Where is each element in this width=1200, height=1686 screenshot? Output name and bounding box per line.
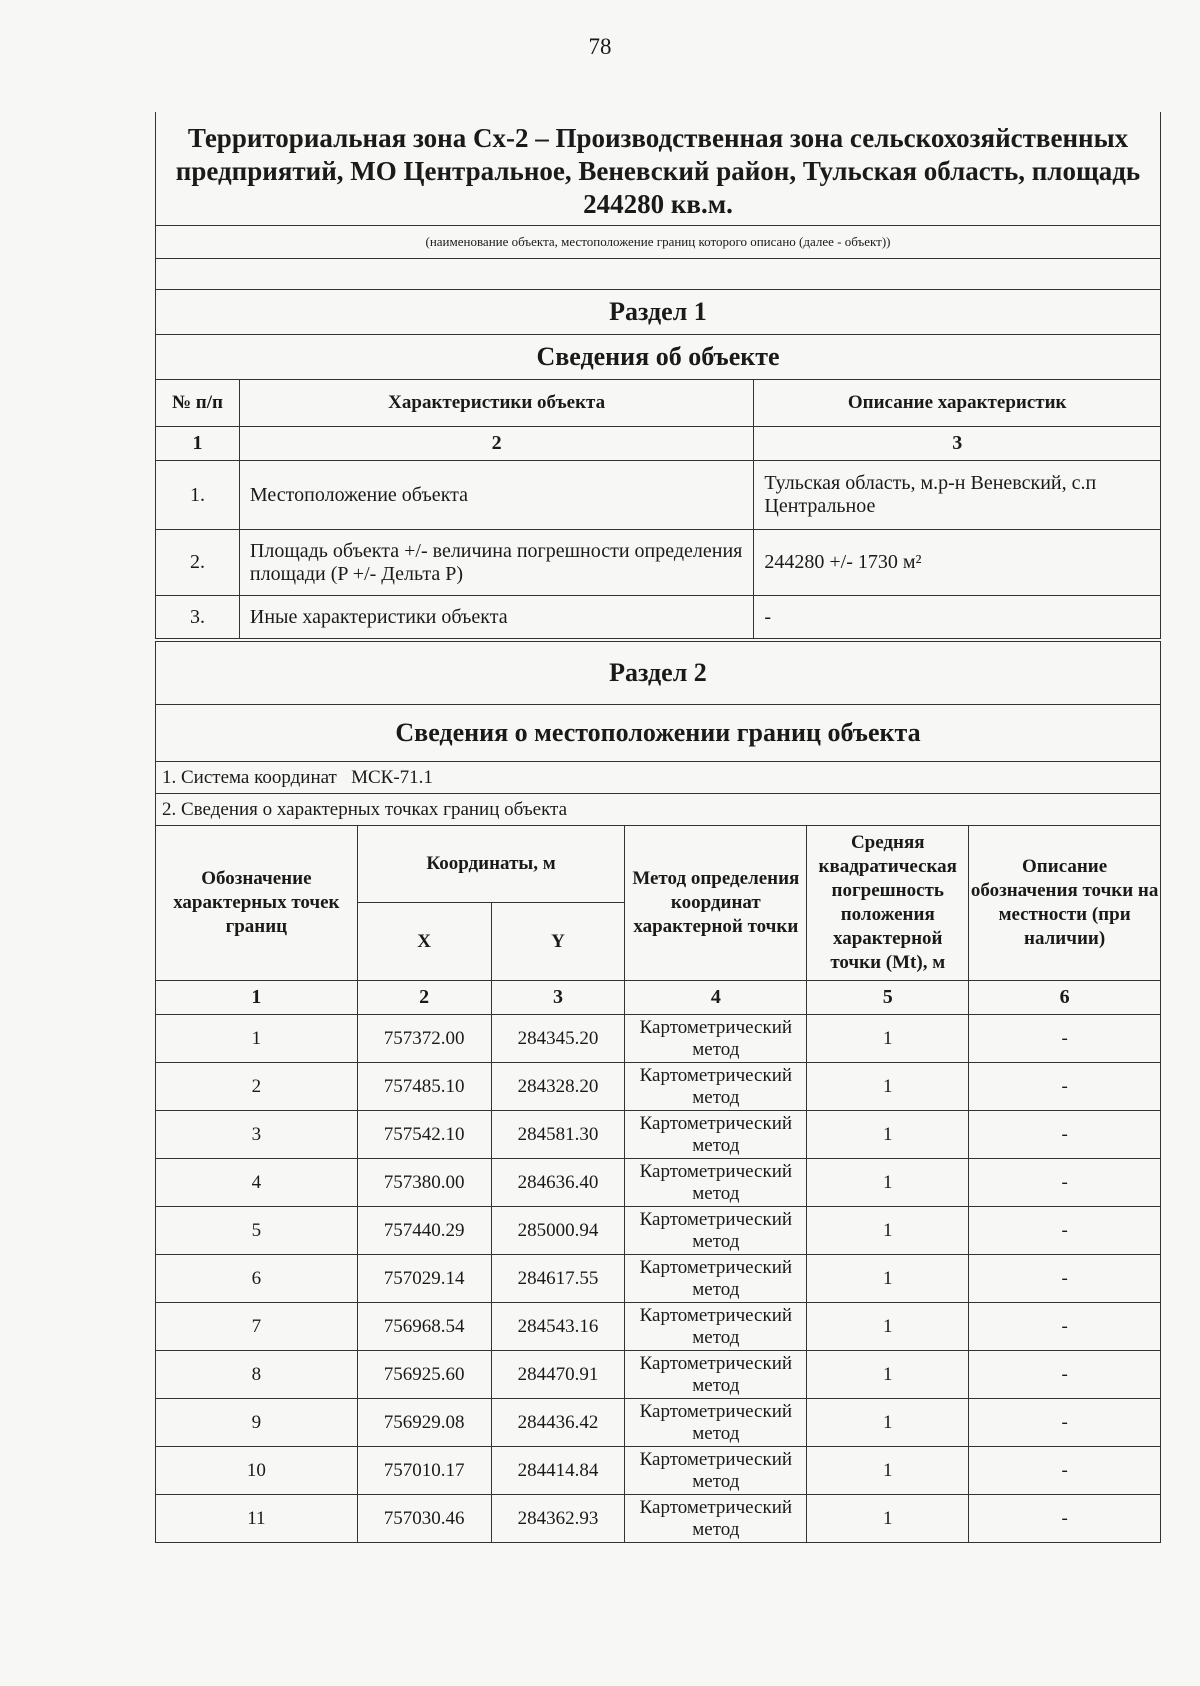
method-cell: Картометрический метод bbox=[625, 1255, 807, 1303]
y-coordinate-cell: 284636.40 bbox=[491, 1159, 625, 1207]
characteristic-cell: Иные характеристики объекта bbox=[239, 596, 753, 639]
precision-cell: 1 bbox=[807, 1447, 969, 1495]
x-coordinate-cell: 757372.00 bbox=[357, 1015, 491, 1063]
method-cell: Картометрический метод bbox=[625, 1063, 807, 1111]
point-row bbox=[156, 1399, 1161, 1447]
point-description-cell: - bbox=[969, 1447, 1161, 1495]
x-coordinate-cell: 757485.10 bbox=[357, 1063, 491, 1111]
method-cell: Картометрический метод bbox=[625, 1015, 807, 1063]
x-coordinate-cell: 757440.29 bbox=[357, 1207, 491, 1255]
column-number: 5 bbox=[807, 981, 969, 1015]
column-number: 4 bbox=[625, 981, 807, 1015]
precision-cell: 1 bbox=[807, 1015, 969, 1063]
object-caption: (наименование объекта, местоположение границ которого описано (далее - объект)) bbox=[156, 226, 1161, 259]
point-number-cell: 9 bbox=[156, 1399, 358, 1447]
point-number-cell: 1 bbox=[156, 1015, 358, 1063]
header-y: Y bbox=[491, 903, 625, 981]
header-characteristics: Характеристики объекта bbox=[239, 380, 753, 427]
point-description-cell: - bbox=[969, 1207, 1161, 1255]
precision-cell: 1 bbox=[807, 1111, 969, 1159]
column-number: 2 bbox=[239, 427, 753, 461]
point-row bbox=[156, 1159, 1161, 1207]
precision-cell: 1 bbox=[807, 1399, 969, 1447]
point-number-cell: 7 bbox=[156, 1303, 358, 1351]
section2-subtitle: Сведения о местоположении границ объекта bbox=[156, 705, 1161, 762]
point-number-cell: 11 bbox=[156, 1495, 358, 1543]
row-number: 2. bbox=[156, 530, 240, 596]
point-number-cell: 3 bbox=[156, 1111, 358, 1159]
method-cell: Картометрический метод bbox=[625, 1303, 807, 1351]
table-row bbox=[156, 596, 1161, 639]
y-coordinate-cell: 285000.94 bbox=[491, 1207, 625, 1255]
table-row bbox=[156, 461, 1161, 530]
x-coordinate-cell: 756925.60 bbox=[357, 1351, 491, 1399]
header-designation: Обозначение характерных точек границ bbox=[156, 826, 358, 981]
column-number: 1 bbox=[156, 427, 240, 461]
header-x: X bbox=[357, 903, 491, 981]
point-description-cell: - bbox=[969, 1351, 1161, 1399]
method-cell: Картометрический метод bbox=[625, 1159, 807, 1207]
description-cell: - bbox=[754, 596, 1161, 639]
section1-subtitle: Сведения об объекте bbox=[156, 335, 1161, 380]
spacer-row bbox=[156, 259, 1161, 290]
description-cell: Тульская область, м.р-н Веневский, с.п Центральное bbox=[754, 461, 1161, 530]
points-label: 2. Сведения о характерных точках границ объекта bbox=[156, 794, 1161, 826]
method-cell: Картометрический метод bbox=[625, 1495, 807, 1543]
point-row bbox=[156, 1495, 1161, 1543]
point-number-cell: 10 bbox=[156, 1447, 358, 1495]
header-coordinates: Координаты, м bbox=[357, 826, 625, 903]
point-description-cell: - bbox=[969, 1063, 1161, 1111]
table-row bbox=[156, 530, 1161, 596]
precision-cell: 1 bbox=[807, 1255, 969, 1303]
x-coordinate-cell: 757030.46 bbox=[357, 1495, 491, 1543]
method-cell: Картометрический метод bbox=[625, 1399, 807, 1447]
header-precision: Средняя квадратическая погрешность положения характерной точки (Mt), м bbox=[807, 826, 969, 981]
section2-title: Раздел 2 bbox=[156, 642, 1161, 705]
point-row bbox=[156, 1015, 1161, 1063]
section1-title: Раздел 1 bbox=[156, 290, 1161, 335]
column-number: 2 bbox=[357, 981, 491, 1015]
x-coordinate-cell: 757380.00 bbox=[357, 1159, 491, 1207]
coordinate-system-value: МСК-71.1 bbox=[351, 766, 433, 788]
point-description-cell: - bbox=[969, 1303, 1161, 1351]
point-number-cell: 8 bbox=[156, 1351, 358, 1399]
y-coordinate-cell: 284617.55 bbox=[491, 1255, 625, 1303]
description-cell: 244280 +/- 1730 м² bbox=[754, 530, 1161, 596]
characteristic-cell: Площадь объекта +/- величина погрешности определения площади (P +/- Дельта P) bbox=[239, 530, 753, 596]
row-number: 3. bbox=[156, 596, 240, 639]
point-description-cell: - bbox=[969, 1399, 1161, 1447]
point-description-cell: - bbox=[969, 1015, 1161, 1063]
coordinate-system bbox=[156, 762, 1161, 794]
column-number: 3 bbox=[491, 981, 625, 1015]
point-description-cell: - bbox=[969, 1111, 1161, 1159]
precision-cell: 1 bbox=[807, 1207, 969, 1255]
column-number: 3 bbox=[754, 427, 1161, 461]
column-number: 6 bbox=[969, 981, 1161, 1015]
header-point-description: Описание обозначения точки на местности (при наличии) bbox=[969, 826, 1161, 981]
y-coordinate-cell: 284581.30 bbox=[491, 1111, 625, 1159]
point-description-cell: - bbox=[969, 1159, 1161, 1207]
method-cell: Картометрический метод bbox=[625, 1207, 807, 1255]
y-coordinate-cell: 284470.91 bbox=[491, 1351, 625, 1399]
header-description: Описание характеристик bbox=[754, 380, 1161, 427]
point-number-cell: 6 bbox=[156, 1255, 358, 1303]
point-row bbox=[156, 1447, 1161, 1495]
method-cell: Картометрический метод bbox=[625, 1351, 807, 1399]
x-coordinate-cell: 756968.54 bbox=[357, 1303, 491, 1351]
point-number-cell: 4 bbox=[156, 1159, 358, 1207]
point-row bbox=[156, 1063, 1161, 1111]
point-row bbox=[156, 1111, 1161, 1159]
point-number-cell: 5 bbox=[156, 1207, 358, 1255]
precision-cell: 1 bbox=[807, 1159, 969, 1207]
y-coordinate-cell: 284345.20 bbox=[491, 1015, 625, 1063]
x-coordinate-cell: 757029.14 bbox=[357, 1255, 491, 1303]
point-number-cell: 2 bbox=[156, 1063, 358, 1111]
method-cell: Картометрический метод bbox=[625, 1447, 807, 1495]
precision-cell: 1 bbox=[807, 1351, 969, 1399]
point-description-cell: - bbox=[969, 1255, 1161, 1303]
point-row bbox=[156, 1207, 1161, 1255]
y-coordinate-cell: 284543.16 bbox=[491, 1303, 625, 1351]
section1-table bbox=[155, 112, 1161, 639]
method-cell: Картометрический метод bbox=[625, 1111, 807, 1159]
characteristic-cell: Местоположение объекта bbox=[239, 461, 753, 530]
header-method: Метод определения координат характерной точки bbox=[625, 826, 807, 981]
object-title: Территориальная зона Сх-2 – Производственная зона сельскохозяйственных предприятий, МО Центральное, Веневский район, Тульская область, площадь 244280 кв.м. bbox=[156, 112, 1161, 226]
y-coordinate-cell: 284414.84 bbox=[491, 1447, 625, 1495]
precision-cell: 1 bbox=[807, 1495, 969, 1543]
page-number: 78 bbox=[588, 34, 612, 59]
y-coordinate-cell: 284362.93 bbox=[491, 1495, 625, 1543]
x-coordinate-cell: 757010.17 bbox=[357, 1447, 491, 1495]
column-number: 1 bbox=[156, 981, 358, 1015]
header-number: № п/п bbox=[156, 380, 240, 427]
point-row bbox=[156, 1351, 1161, 1399]
x-coordinate-cell: 756929.08 bbox=[357, 1399, 491, 1447]
section2-table bbox=[155, 641, 1161, 1543]
y-coordinate-cell: 284328.20 bbox=[491, 1063, 625, 1111]
precision-cell: 1 bbox=[807, 1303, 969, 1351]
point-row bbox=[156, 1255, 1161, 1303]
y-coordinate-cell: 284436.42 bbox=[491, 1399, 625, 1447]
point-description-cell: - bbox=[969, 1495, 1161, 1543]
coordinate-system-label: 1. Система координат bbox=[162, 766, 337, 788]
point-row bbox=[156, 1303, 1161, 1351]
x-coordinate-cell: 757542.10 bbox=[357, 1111, 491, 1159]
row-number: 1. bbox=[156, 461, 240, 530]
precision-cell: 1 bbox=[807, 1063, 969, 1111]
